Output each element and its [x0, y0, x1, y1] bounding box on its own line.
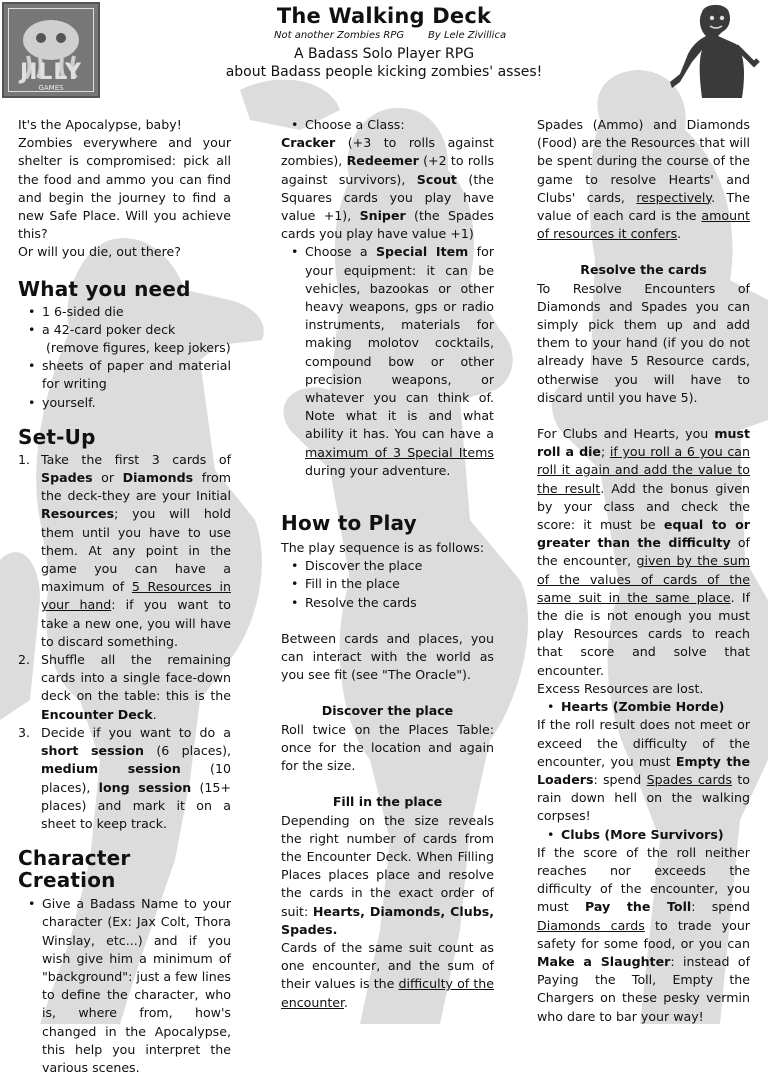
text: Pay the Toll — [585, 899, 692, 915]
heading-what-you-need: What you need — [18, 276, 191, 301]
text: : spend — [593, 771, 647, 787]
text: or — [92, 470, 123, 486]
need-list — [18, 303, 231, 412]
text: (the Spades cards you play have value +1) — [281, 208, 494, 242]
zombie-illustration-icon — [662, 2, 766, 100]
heading-character-creation-2: Creation — [18, 868, 116, 893]
text: Special Item — [375, 244, 469, 260]
clubs-list — [537, 826, 750, 844]
list-item — [537, 698, 750, 716]
discover-paragraph: Roll twice on the Places Table: once for the location and again for the size. — [281, 721, 494, 774]
text: . Add the bonus given by your class and check the score: it must be — [537, 480, 750, 533]
column-1 — [18, 116, 231, 1077]
list-item: • sheets of paper and material for writing — [18, 357, 231, 393]
logo-subtext: GAMES — [38, 84, 64, 92]
excess-line: Excess Resources are lost. — [537, 680, 704, 696]
text: Spades — [41, 470, 93, 486]
character-list — [18, 895, 231, 1077]
text: Cards of the same suit count as one encounter, and the sum of their values is the — [281, 939, 494, 992]
special-item-list — [281, 243, 494, 480]
class-list — [281, 116, 494, 134]
text: respectively — [636, 189, 712, 205]
logo-text: JILLY — [20, 60, 82, 85]
text: Choose a — [305, 244, 376, 260]
text: equal to or greater than the difficulty — [537, 517, 750, 551]
text: must roll a die — [537, 426, 750, 460]
text: (+2 to rolls against survivors), — [281, 153, 495, 187]
text: Empty the Loaders — [537, 753, 750, 787]
text: Shuffle all the remaining cards into a single face-down deck on the table: this is the — [41, 652, 231, 704]
text: (the Squares cards you play have value +1), — [281, 171, 494, 224]
publisher-logo — [2, 2, 100, 98]
heading-discover-the-place: Discover the place — [321, 703, 454, 719]
list-item: • 1 6-sided die — [18, 303, 231, 321]
author-credit: By Lele Zivillica — [428, 30, 507, 41]
resolve-paragraph: To Resolve Encounters of Diamonds and Spades you can simply pick them up and add them to your hand (if you do not already have 5 Resource cards, otherwise you will have to discard until you have 5). — [537, 280, 750, 405]
list-item: • yourself. — [18, 394, 231, 412]
resources-paragraph — [537, 116, 750, 243]
text: difficulty of the encounter — [281, 976, 495, 1010]
heading-how-to-play: How to Play — [281, 511, 417, 536]
list-item — [281, 243, 494, 480]
page-title: The Walking Deck — [276, 4, 492, 28]
howto-intro: The play sequence is as follows: — [281, 540, 485, 556]
text: Clubs (More Survivors) — [561, 826, 724, 842]
list-item — [18, 321, 231, 357]
text: for your equipment: it can be vehicles, bazookas or other heavy weapons, gps or radio instruments, materials for making molotov cocktails, compound bow or other precision weapons, or whatever you can think of. Note what it is and what ability it has. You can have a — [305, 244, 494, 442]
text: ; — [600, 444, 610, 460]
list-item: • Give a Badass Name to your character (Ex: Jax Colt, Thora Winslay, etc...) and if you wish give him a minimum of "background": just a few lines to define the character, who is, where from, how's changed in the Apocalypse, this help you interpret the various scenes. — [18, 895, 231, 1077]
text: If the roll result does not meet or exceed the difficulty of the encounter, you must — [537, 717, 750, 769]
text: ; you will hold them until you have to use them. At any point in the game you can have a maximum of — [41, 506, 231, 595]
text: (6 places), — [144, 743, 231, 759]
text: medium session — [41, 761, 181, 777]
text: Spades cards — [646, 771, 733, 787]
page-header — [200, 2, 568, 102]
text: For Clubs and Hearts, you — [537, 426, 715, 442]
text: Make a Slaughter — [537, 953, 671, 969]
between-paragraph: Between cards and places, you can interact with the world as you see fit (see "The Oracle"). — [281, 630, 494, 683]
text: : spend — [691, 899, 750, 915]
text: 5 Resources in your hand — [41, 579, 231, 613]
class-description — [281, 134, 494, 243]
text: short session — [41, 743, 145, 759]
text: : instead of Paying the Toll, Empty the Chargers on these pesky vermin who dare to bar your way! — [537, 953, 750, 1024]
text: of the encounter, — [537, 535, 750, 569]
text: Diamonds cards — [537, 917, 645, 933]
heading-set-up: Set-Up — [18, 424, 96, 449]
step-number: 2. — [18, 652, 31, 668]
text: from the deck-they are your Initial — [41, 470, 232, 504]
clubs-paragraph — [537, 844, 750, 1026]
text: (+3 to rolls against zombies), — [281, 135, 494, 169]
text: (10 places), — [41, 761, 231, 795]
text: maximum of 3 Special Items — [305, 444, 494, 460]
list-item: • Resolve the cards — [281, 594, 494, 612]
tagline-1: A Badass Solo Player RPG — [293, 46, 475, 62]
text: . If the die is not enough you must play Resources cards to reach that score and solve that encounter. — [537, 589, 750, 678]
hearts-paragraph — [537, 716, 750, 825]
text: during your adventure. — [305, 462, 451, 478]
intro-line-3: Or will you die, out there? — [18, 244, 181, 260]
text: If the score of the roll neither reaches nor exceeds the difficulty of the encounter, you must — [537, 844, 750, 915]
text: . — [152, 706, 157, 722]
fill-paragraph-2 — [281, 939, 494, 1012]
setup-list — [18, 451, 231, 833]
setup-step — [18, 651, 231, 724]
text: Take the first 3 cards of — [41, 451, 231, 467]
text: Resources — [41, 506, 115, 522]
text: to rain down hell on the walking corpses! — [537, 771, 750, 824]
subtitle-left: Not another Zombies RPG — [274, 30, 405, 41]
list-item — [537, 826, 750, 844]
text: Redeemer — [346, 153, 419, 169]
text: long session — [98, 779, 192, 795]
heading-character-creation-1: Character — [18, 846, 131, 871]
subtitle-line — [200, 28, 568, 44]
text: Diamonds — [122, 470, 194, 486]
text: given by the sum of the values of cards of the same suit in the same place — [537, 553, 750, 605]
text: to trade your safety for some food, or you can — [537, 917, 750, 951]
step-number: 3. — [18, 724, 31, 740]
list-item: • Discover the place — [281, 557, 494, 575]
hearts-list — [537, 698, 750, 716]
text: Encounter Deck — [41, 706, 153, 722]
setup-step — [18, 451, 231, 651]
intro-paragraph: Zombies everywhere and your shelter is compromised: pick all the food and ammo you can find and begin the journey to find a new Safe Place. Will you achieve this? — [18, 135, 231, 242]
text: . — [344, 994, 349, 1010]
text: Depending on the size reveals the right number of cards from the Encounter Deck. When Filling Places places place and resolve the cards in the exact order of suit: — [281, 812, 494, 919]
heading-resolve-the-cards: Resolve the cards — [580, 262, 707, 278]
text: Scout — [416, 171, 457, 187]
text: . The value of each card is the — [537, 189, 750, 224]
text: Decide if you want to do a — [41, 724, 231, 740]
column-2 — [281, 116, 494, 1012]
tagline-2: about Badass people kicking zombies' asses! — [225, 64, 543, 80]
list-item: • Choose a Class: — [281, 116, 494, 134]
list-item-note: (remove figures, keep jokers) — [46, 340, 231, 356]
text: Sniper — [359, 208, 406, 224]
text: Cracker — [281, 135, 336, 151]
list-item-text: • a 42-card poker deck — [42, 321, 176, 337]
text: Hearts (Zombie Horde) — [561, 699, 725, 715]
text: Spades (Ammo) and Diamonds (Food) are the Resources that will be spent during the course of the game to resolve Hearts' and Clubs' cards, — [537, 117, 750, 205]
setup-step — [18, 724, 231, 833]
text: amount of resources it confers — [537, 208, 750, 242]
text: (15+ places) and mark it on a sheet to keep track. — [41, 779, 231, 831]
clubs-hearts-paragraph — [537, 425, 750, 680]
howto-steps — [281, 557, 494, 612]
step-number: 1. — [18, 451, 31, 467]
text: if you roll a 6 you can roll it again and add the value to the result — [537, 444, 750, 496]
text: Hearts, Diamonds, Clubs, Spades. — [281, 903, 494, 937]
text: . — [677, 226, 682, 242]
text: : if you want to take a new one, you will have to discard something. — [41, 597, 231, 649]
fill-paragraph — [281, 812, 494, 939]
list-item: • Fill in the place — [281, 575, 494, 593]
column-3 — [537, 116, 750, 1026]
heading-fill-in-the-place: Fill in the place — [332, 794, 443, 810]
intro-line-1: It's the Apocalypse, baby! — [18, 117, 182, 132]
